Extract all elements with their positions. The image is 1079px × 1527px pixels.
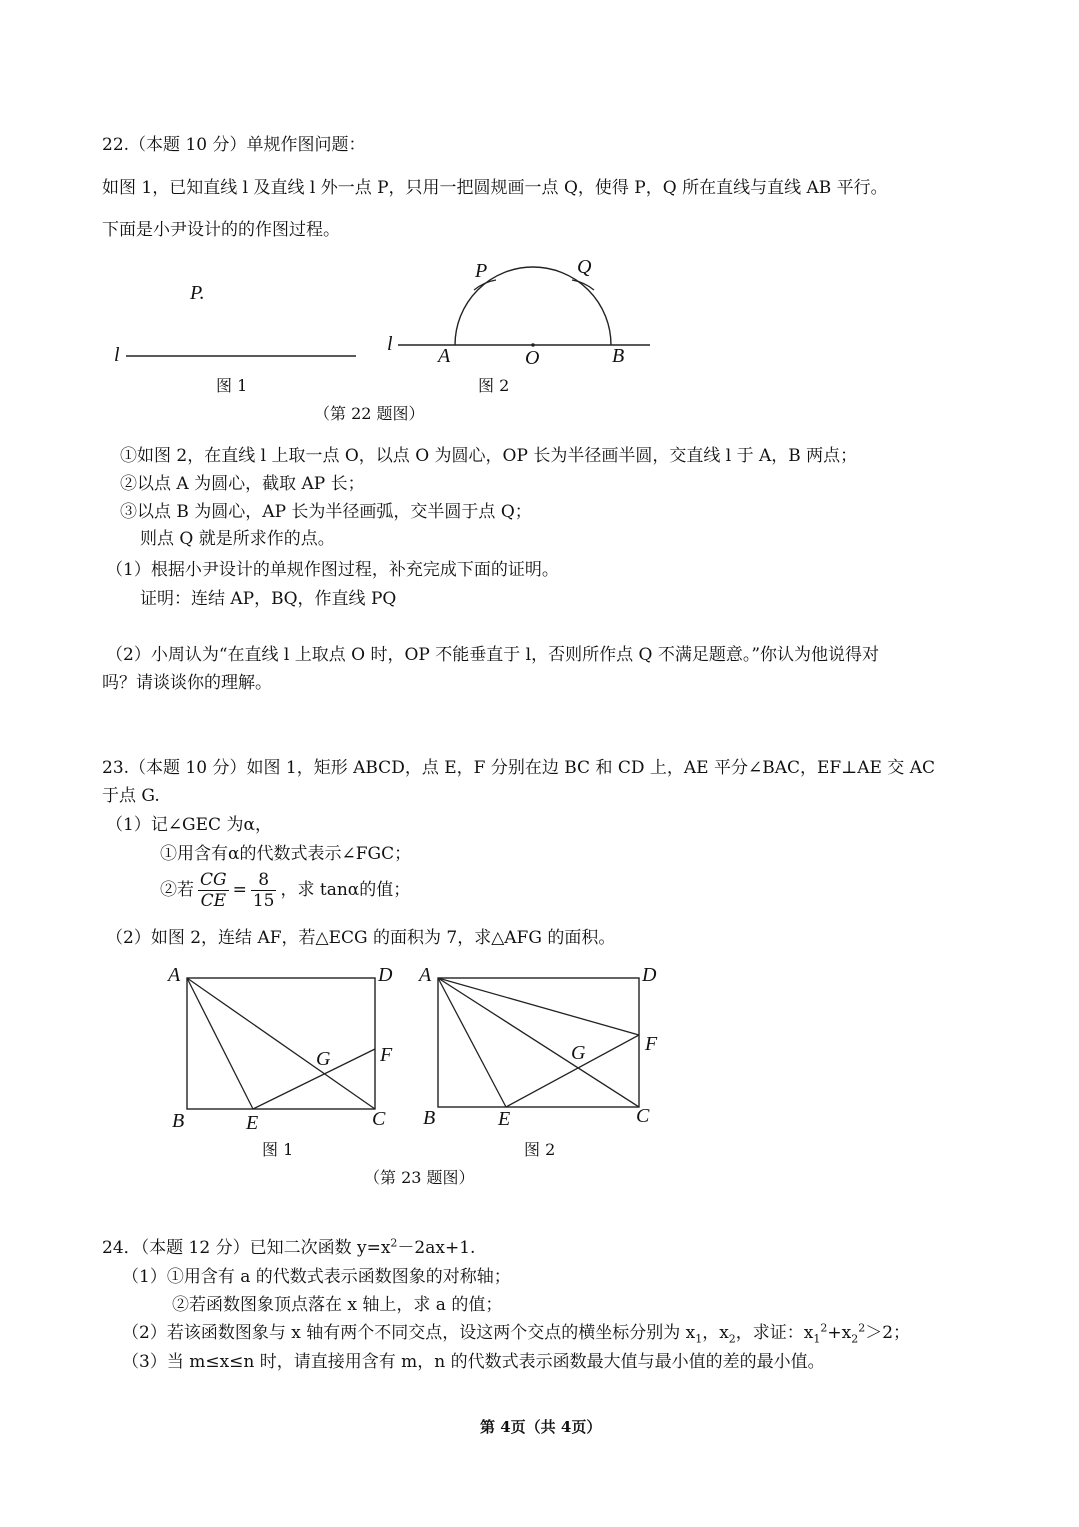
- q22-intro: 如图 1，已知直线 l 及直线 l 外一点 P，只用一把圆规画一点 Q，使得 P，Q 所在直线与直线 AB 平行。: [102, 178, 888, 198]
- q23-frac-left-den: CE: [200, 891, 226, 911]
- q24-p2-mid-2: ，求证：x: [735, 1323, 814, 1343]
- q22-design-text: 下面是小尹设计的的作图过程。: [102, 220, 340, 240]
- q24-p2-plus: +x: [827, 1323, 852, 1343]
- q24-heading: [102, 1236, 475, 1260]
- q23-fig1-label-g: G: [316, 1048, 331, 1070]
- q24-part-1b: ②若函数图象顶点落在 x 轴上，求 a 的值；: [172, 1295, 503, 1315]
- q23-fig2-label-a: A: [419, 964, 432, 986]
- q23-sub-2: [160, 868, 410, 912]
- q23-fig2-label-d: D: [642, 964, 657, 986]
- q24-part-1a: （1）①用含有 a 的代数式表示函数图象的对称轴；: [122, 1267, 511, 1287]
- q23-sub-2-suffix: ，求 tanα的值；: [280, 880, 411, 900]
- q23-fig1-label-f: F: [380, 1044, 393, 1066]
- q23-fig2-drawing: [0, 960, 1079, 1160]
- q22-fig2-line-label: l: [387, 333, 393, 355]
- q23-heading-line-2: 于点 G.: [102, 786, 160, 806]
- q23-part-2: （2）如图 2，连结 AF，若△ECG 的面积为 7，求△AFG 的面积。: [106, 928, 616, 948]
- q23-fig1-label-a: A: [168, 964, 181, 986]
- page-footer: 第 4页（共 4页）: [480, 1418, 602, 1436]
- q22-fig2-caption: 图 2: [478, 376, 510, 395]
- q22-step-1: ①如图 2，在直线 l 上取一点 O，以点 O 为圆心，OP 长为半径画半圆，交直线 l 于 A，B 两点；: [120, 446, 858, 466]
- q23-fig2-label-f: F: [645, 1033, 658, 1055]
- q22-step-2: ②以点 A 为圆心，截取 AP 长；: [120, 474, 365, 494]
- q23-part-1: （1）记∠GEC 为α，: [106, 815, 272, 835]
- q24-p2-sub-3: 1: [813, 1332, 821, 1346]
- q23-frac-right-num: 8: [251, 870, 277, 891]
- q22-part-2-line-1: （2）小周认为“在直线 l 上取点 O 时，OP 不能垂直于 l，否则所作点 Q 不满足题意。”你认为他说得对: [106, 645, 880, 665]
- q22-figure-caption: （第 22 题图）: [314, 404, 425, 423]
- q22-part-1: （1）根据小尹设计的单规作图过程，补充完成下面的证明。: [106, 560, 559, 580]
- q24-part-3: （3）当 m≤x≤n 时，请直接用含有 m，n 的代数式表示函数最大值与最小值的差的最小值。: [122, 1352, 825, 1372]
- q24-heading-exponent: 2: [390, 1236, 398, 1250]
- q23-eq-sign: =: [232, 880, 247, 900]
- q22-fig2-label-p: P: [475, 260, 488, 282]
- q23-fig2-label-b: B: [423, 1107, 436, 1129]
- q24-p2-sub-2: 2: [728, 1332, 736, 1346]
- q24-p2-sup-2: 2: [858, 1321, 866, 1335]
- q22-fig2-label-a: A: [438, 345, 451, 367]
- q22-fig1-caption: 图 1: [216, 376, 248, 395]
- q24-heading-prefix: 24．（本题 12 分）已知二次函数 y=x: [102, 1238, 391, 1258]
- q23-sub-1: ①用含有α的代数式表示∠FGC；: [160, 844, 412, 864]
- q23-figure-caption: （第 23 题图）: [364, 1168, 475, 1187]
- q23-fig1-label-d: D: [378, 964, 393, 986]
- q23-fraction-cg-ce: [198, 870, 229, 911]
- q23-fig1-caption: 图 1: [262, 1140, 294, 1159]
- q24-p2-prefix: （2）若该函数图象与 x 轴有两个不同交点，设这两个交点的横坐标分别为 x: [122, 1323, 696, 1343]
- q22-fig2-label-b: B: [612, 345, 625, 367]
- q24-heading-suffix: －2ax+1.: [397, 1238, 476, 1258]
- q22-fig1-line-label: l: [114, 344, 120, 366]
- q23-sub-2-prefix: ②若: [160, 880, 194, 900]
- q22-fig2-drawing: [0, 250, 1079, 450]
- q22-step-3: ③以点 B 为圆心，AP 长为半径画弧，交半圆于点 Q；: [120, 502, 532, 522]
- q23-fig2-label-e: E: [498, 1108, 511, 1130]
- q23-fig2-caption: 图 2: [524, 1140, 556, 1159]
- q22-proof: 证明：连结 AP，BQ，作直线 PQ: [140, 589, 397, 609]
- q23-fig1-label-c: C: [372, 1108, 386, 1130]
- q24-p2-mid: ，x: [702, 1323, 729, 1343]
- q23-heading-line-1: 23.（本题 10 分）如图 1，矩形 ABCD，点 E，F 分别在边 BC 和 CD 上，AE 平分∠BAC，EF⊥AE 交 AC: [102, 758, 935, 778]
- q23-fig2-label-c: C: [636, 1105, 650, 1127]
- q23-fig1-label-b: B: [172, 1110, 185, 1132]
- q22-fig2-label-q: Q: [577, 256, 592, 278]
- q24-part-2: [122, 1321, 910, 1345]
- q23-frac-left-num: CG: [200, 870, 227, 890]
- q22-conclusion: 则点 Q 就是所求作的点。: [140, 529, 335, 549]
- q22-fig1-point-p: P.: [190, 282, 205, 304]
- q22-heading: 22.（本题 10 分）单规作图问题：: [102, 135, 366, 155]
- q22-part-2-line-2: 吗？请谈谈你的理解。: [102, 673, 272, 693]
- q24-p2-sub-1: 1: [695, 1332, 703, 1346]
- q23-fig1-label-e: E: [246, 1112, 259, 1134]
- q23-frac-right-den: 15: [252, 891, 275, 911]
- q24-p2-suffix: ＞2；: [865, 1323, 911, 1343]
- q23-fig2-label-g: G: [571, 1042, 586, 1064]
- q23-fraction-8-15: [251, 870, 277, 911]
- q24-p2-sub-4: 2: [851, 1332, 859, 1346]
- q24-p2-sup-1: 2: [820, 1321, 828, 1335]
- q22-fig2-label-o: O: [525, 347, 540, 369]
